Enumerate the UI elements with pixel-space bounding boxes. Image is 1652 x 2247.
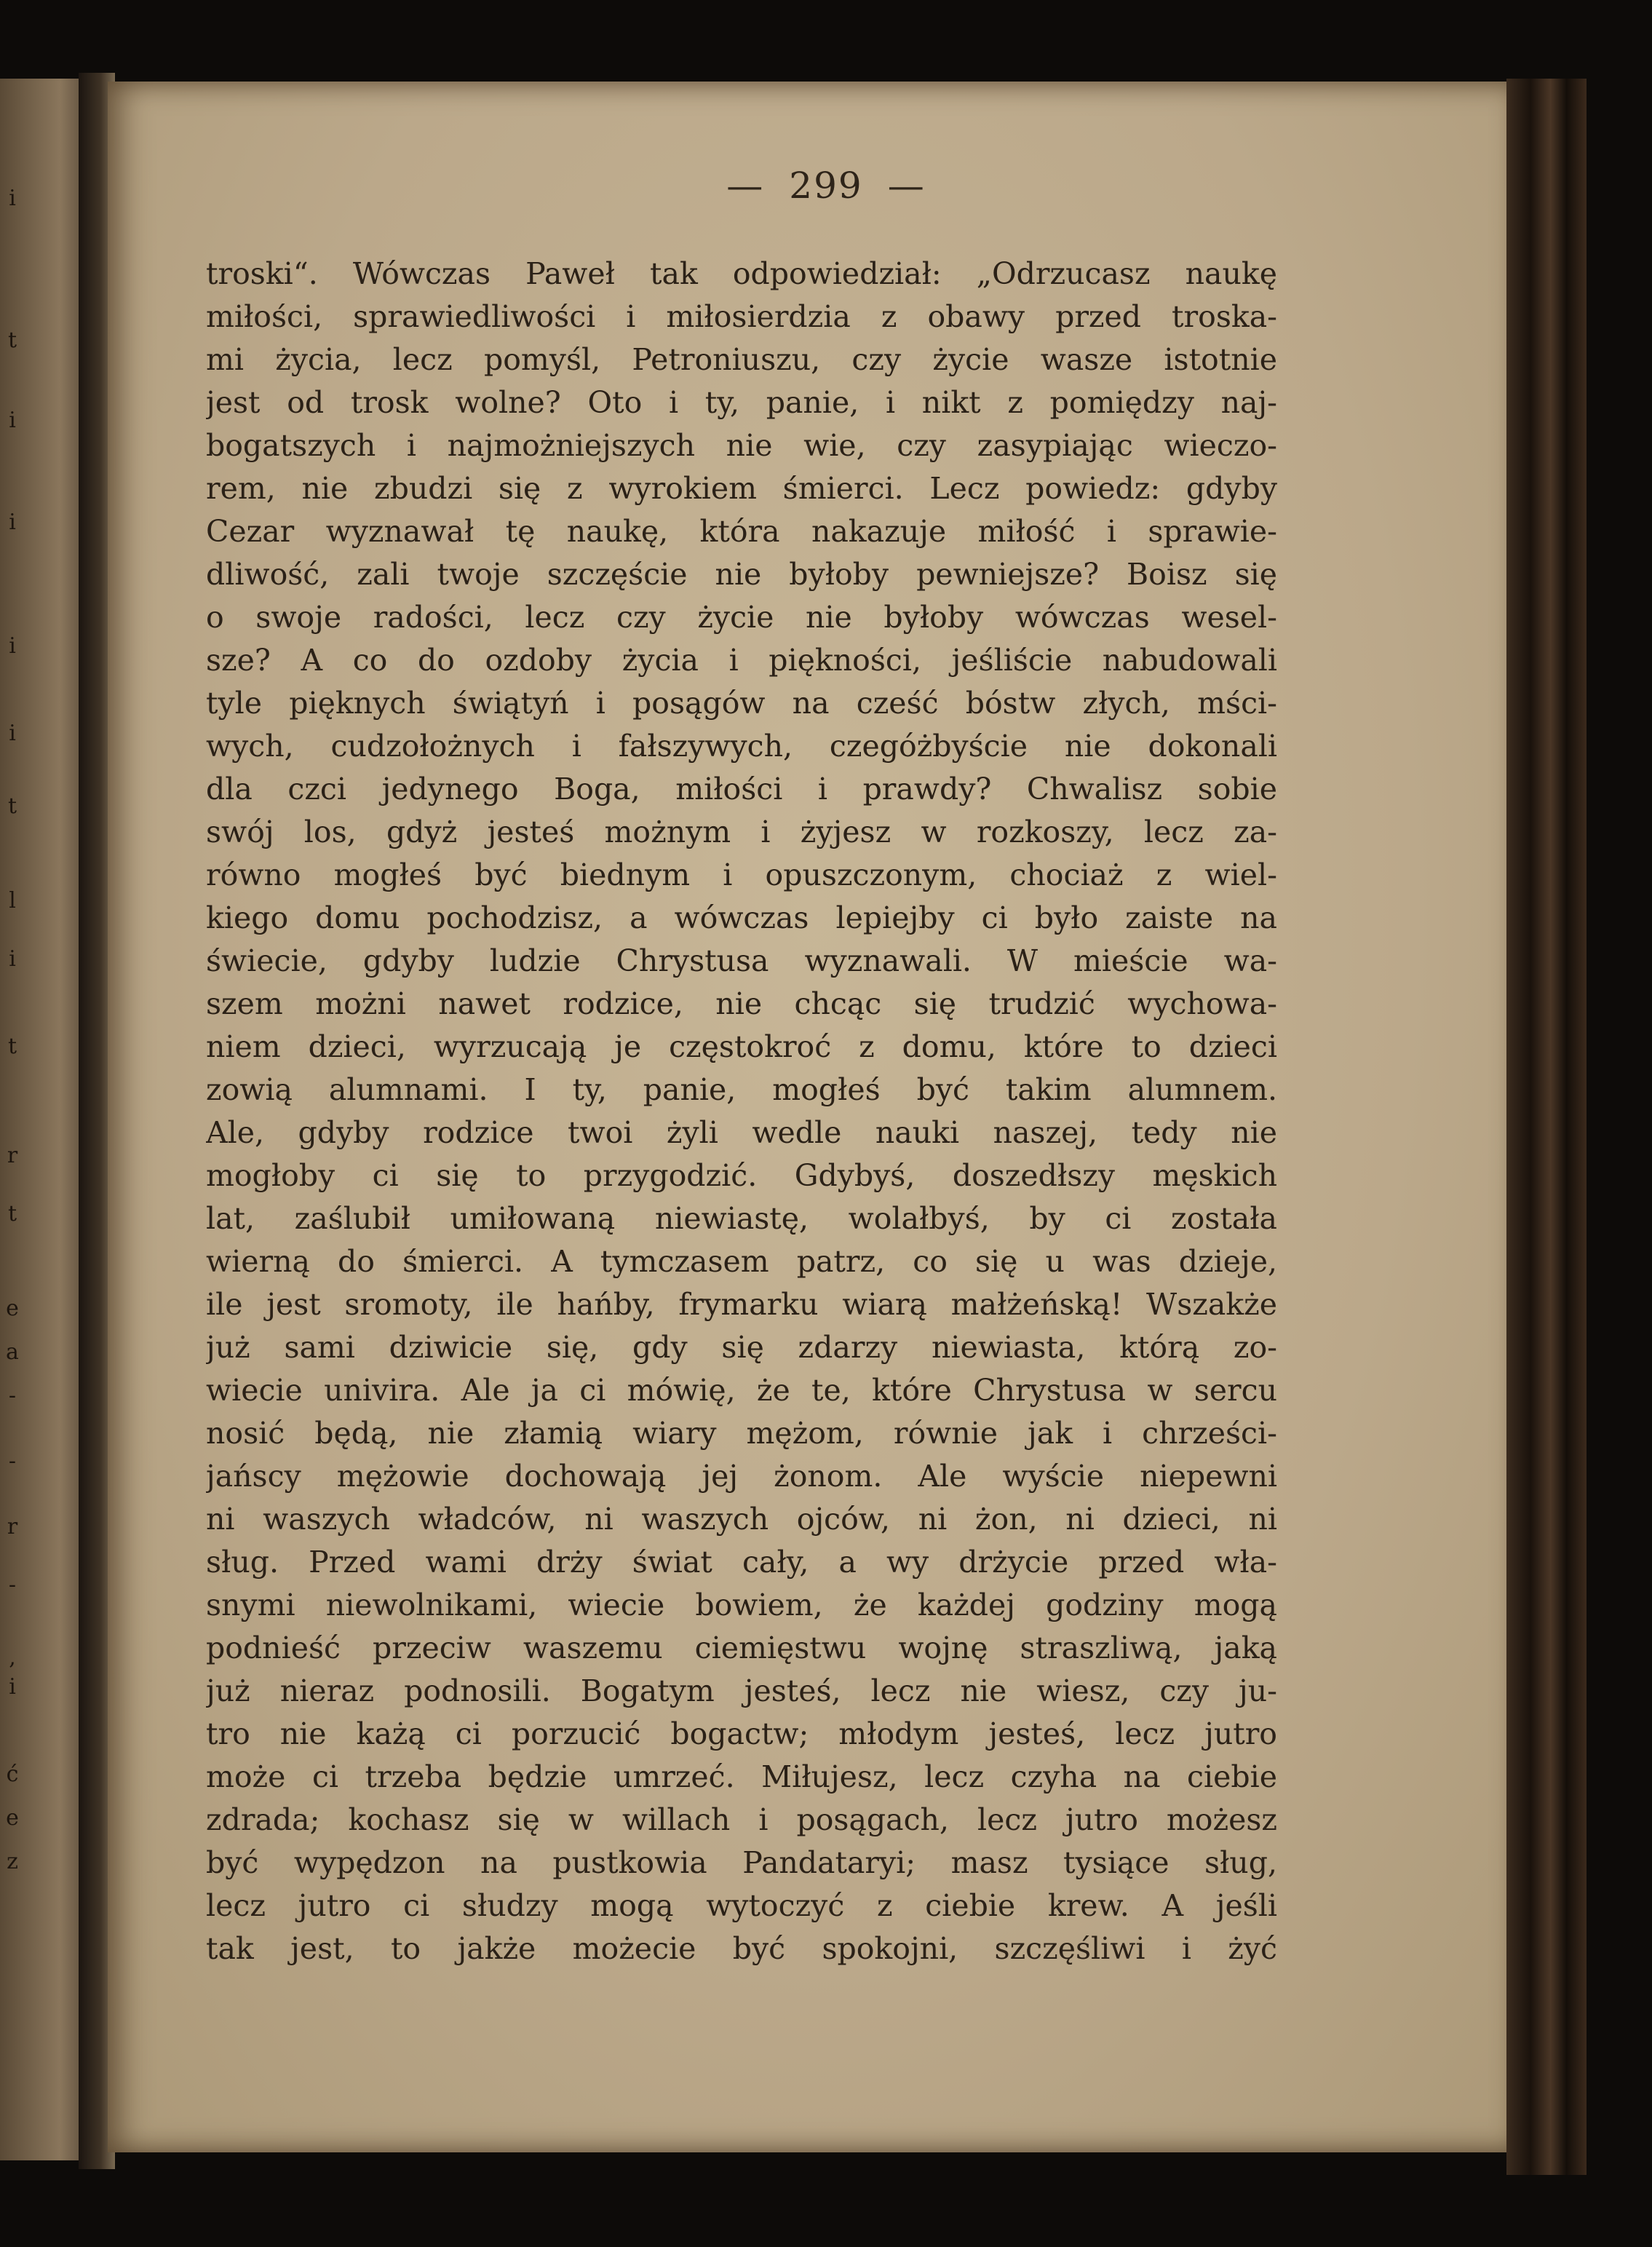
- left-page-edge-letter: t: [7, 1034, 17, 1059]
- text-line: Ale, gdyby rodzice twoi żyli wedle nauki naszej, tedy nie: [206, 1115, 1277, 1150]
- text-line: mi życia, lecz pomyśl, Petroniuszu, czy życie wasze istotnie: [206, 342, 1277, 377]
- text-line: sług. Przed wami drży świat cały, a wy drżycie przed wła-: [206, 1545, 1277, 1580]
- text-line: mogłoby ci się to przygodzić. Gdybyś, doszedłszy męskich: [206, 1158, 1277, 1193]
- left-page-edge-letter: r: [7, 1514, 18, 1539]
- left-page-edge-letter: i: [9, 186, 16, 211]
- left-page-edge-letter: t: [7, 328, 17, 353]
- page-number: 299: [789, 165, 863, 207]
- left-page-edge-letter: -: [8, 1383, 17, 1408]
- text-line: już sami dziwicie się, gdy się zdarzy niewiasta, którą zo-: [206, 1330, 1277, 1365]
- text-line: tak jest, to jakże możecie być spokojni, szczęśliwi i żyć: [206, 1931, 1277, 1966]
- text-line: ile jest sromoty, ile hańby, frymarku wiarą małżeńską! Wszakże: [206, 1287, 1277, 1322]
- text-line: już nieraz podnosili. Bogatym jesteś, lecz nie wiesz, czy ju-: [206, 1673, 1277, 1708]
- text-line: zowią alumnami. I ty, panie, mogłeś być takim alumnem.: [206, 1072, 1277, 1107]
- left-page-edge-letter: ć: [6, 1761, 19, 1787]
- text-line: snymi niewolnikami, wiecie bowiem, że każdej godziny mogą: [206, 1588, 1277, 1622]
- text-line: jest od trosk wolne? Oto i ty, panie, i nikt z pomiędzy naj-: [206, 385, 1277, 420]
- text-line: lat, zaślubił umiłowaną niewiastę, wolałbyś, by ci została: [206, 1201, 1277, 1236]
- text-line: miłości, sprawiedliwości i miłosierdzia z obawy przed troska-: [206, 299, 1277, 334]
- left-page-edge-letter: i: [9, 1674, 16, 1700]
- left-page-edge-letter: ,: [9, 1645, 16, 1671]
- left-page-edge-letter: -: [8, 1449, 17, 1474]
- left-page-edge-letter: r: [7, 1143, 18, 1168]
- text-line: równo mogłeś być biednym i opuszczonym, chociaż z wiel-: [206, 857, 1277, 892]
- text-line: rem, nie zbudzi się z wyrokiem śmierci. Lecz powiedz: gdyby: [206, 471, 1277, 506]
- left-page-edge-letter: a: [6, 1339, 19, 1365]
- left-page-edge-letter: -: [8, 1572, 17, 1598]
- page-fore-edge: [1506, 79, 1587, 2175]
- text-line: być wypędzon na pustkowia Pandataryi; masz tysiące sług,: [206, 1845, 1277, 1880]
- text-line: tro nie każą ci porzucić bogactw; młodym jesteś, lecz jutro: [206, 1716, 1277, 1751]
- left-page-edge-letter: e: [6, 1296, 19, 1321]
- text-line: nosić będą, nie złamią wiary mężom, równie jak i chrześci-: [206, 1416, 1277, 1451]
- text-line: zdrada; kochasz się w willach i posągach, lecz jutro możesz: [206, 1802, 1277, 1837]
- left-page-edge-letter: i: [9, 721, 16, 746]
- body-text: [206, 253, 1277, 1970]
- page-number-dash-right: —: [887, 165, 926, 207]
- left-page-edge-letter: i: [9, 633, 16, 659]
- text-line: lecz jutro ci słudzy mogą wytoczyć z ciebie krew. A jeśli: [206, 1888, 1277, 1923]
- text-line: szem możni nawet rodzice, nie chcąc się trudzić wychowa-: [206, 986, 1277, 1021]
- text-line: wych, cudzołożnych i fałszywych, czegóżbyście nie dokonali: [206, 729, 1277, 764]
- left-page-edge-letter: t: [7, 1201, 17, 1226]
- left-page-edge-letter: i: [9, 408, 16, 433]
- text-line: świecie, gdyby ludzie Chrystusa wyznawali. W mieście wa-: [206, 943, 1277, 978]
- text-line: wierną do śmierci. A tymczasem patrz, co się u was dzieje,: [206, 1244, 1277, 1279]
- left-page-edge-letter: e: [6, 1805, 19, 1831]
- page-number-dash-left: —: [726, 165, 765, 207]
- text-line: wiecie univira. Ale ja ci mówię, że te, które Chrystusa w sercu: [206, 1373, 1277, 1408]
- text-line: ni waszych władców, ni waszych ojców, ni żon, ni dzieci, ni: [206, 1502, 1277, 1537]
- text-line: jańscy mężowie dochowają jej żonom. Ale wyście niepewni: [206, 1459, 1277, 1494]
- text-line: bogatszych i najmożniejszych nie wie, czy zasypiając wieczo-: [206, 428, 1277, 463]
- page-number-header: [0, 165, 1652, 207]
- text-line: o swoje radości, lecz czy życie nie byłoby wówczas wesel-: [206, 600, 1277, 635]
- left-page-edge-letter: l: [9, 888, 16, 914]
- left-page-edge-letter: t: [7, 793, 17, 819]
- text-line: może ci trzeba będzie umrzeć. Miłujesz, lecz czyha na ciebie: [206, 1759, 1277, 1794]
- text-line: Cezar wyznawał tę naukę, która nakazuje miłość i sprawie-: [206, 514, 1277, 549]
- text-line: dla czci jedynego Boga, miłości i prawdy? Chwalisz sobie: [206, 772, 1277, 807]
- text-line: dliwość, zali twoje szczęście nie byłoby pewniejsze? Boisz się: [206, 557, 1277, 592]
- text-line: swój los, gdyż jesteś możnym i żyjesz w rozkoszy, lecz za-: [206, 815, 1277, 849]
- text-line: sze? A co do ozdoby życia i piękności, jeśliście nabudowali: [206, 643, 1277, 678]
- left-page-edge-letter: i: [9, 946, 16, 972]
- left-page-edge-letter: i: [9, 510, 16, 535]
- text-line: kiego domu pochodzisz, a wówczas lepiejby ci było zaiste na: [206, 900, 1277, 935]
- left-page-edge-letter: z: [7, 1849, 18, 1874]
- text-line: podnieść przeciw waszemu ciemięstwu wojnę straszliwą, jaką: [206, 1630, 1277, 1665]
- text-line: tyle pięknych świątyń i posągów na cześć bóstw złych, mści-: [206, 686, 1277, 721]
- text-line: niem dzieci, wyrzucają je częstokroć z domu, które to dzieci: [206, 1029, 1277, 1064]
- text-line: troski“. Wówczas Paweł tak odpowiedział: „Odrzucasz naukę: [206, 256, 1277, 291]
